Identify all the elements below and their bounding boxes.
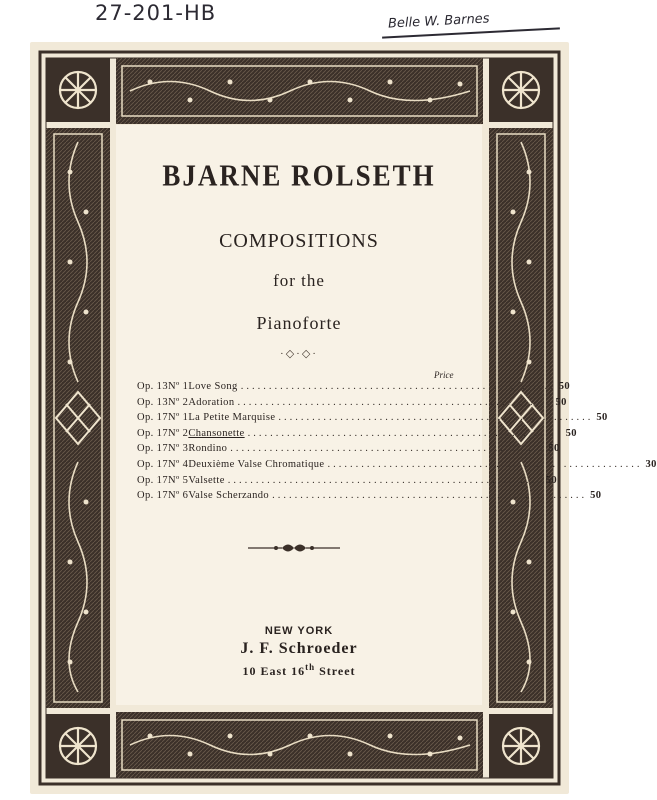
- list-item: [137, 427, 577, 444]
- catalog-number: 27-201-HB: [95, 1, 217, 25]
- work-title: Adoration: [188, 396, 235, 408]
- work-title: Deuxième Valse Chromatique: [188, 458, 325, 470]
- list-item: [137, 474, 558, 491]
- opus-label: Op. 17: [137, 490, 168, 502]
- dot-leader: ........................................................: [240, 381, 556, 392]
- owner-signature: Belle W. Barnes: [387, 11, 490, 32]
- dot-leader: ........................................................: [327, 458, 643, 470]
- number-label: Nº 4: [167, 458, 189, 470]
- publisher-address: [116, 662, 482, 679]
- list-item: [137, 458, 657, 475]
- list-item: [137, 490, 602, 506]
- number-label: Nº 3: [167, 443, 189, 455]
- opus-label: Op. 13: [137, 396, 168, 408]
- price: 30: [645, 458, 657, 470]
- instrument: Pianoforte: [256, 313, 342, 333]
- composer-name: BJARNE ROLSETH: [162, 157, 436, 193]
- price: 50: [548, 443, 560, 455]
- work-title: Chansonette: [188, 427, 245, 439]
- price: 50: [555, 396, 567, 408]
- price: 50: [565, 427, 577, 439]
- list-item: [137, 443, 560, 459]
- publisher-name: J. F. Schroeder: [240, 640, 358, 657]
- work-title: Valse Scherzando: [188, 490, 270, 502]
- list-item: [137, 412, 608, 428]
- scroll-ornament-icon: [246, 541, 342, 555]
- price: 50: [596, 412, 608, 424]
- opus-label: Op. 13: [137, 381, 168, 392]
- work-title: Rondino: [188, 443, 228, 455]
- heading: COMPOSITIONS: [219, 230, 379, 252]
- price: 50: [558, 381, 571, 392]
- dot-leader: ........................................................: [272, 490, 588, 502]
- number-label: Nº 5: [167, 474, 189, 486]
- work-title: Valsette: [188, 474, 225, 486]
- opus-label: Op. 17: [137, 458, 168, 470]
- number-label: Nº 6: [167, 490, 189, 502]
- number-label: Nº 1: [167, 381, 189, 392]
- price-header: Price: [434, 370, 454, 380]
- opus-label: Op. 17: [137, 443, 168, 455]
- works-list: [137, 381, 657, 506]
- dot-leader: ........................................................: [230, 443, 546, 455]
- number-label: Nº 2: [167, 396, 189, 408]
- opus-label: Op. 17: [137, 474, 168, 486]
- divider-ornament: ·◇·◇·: [280, 348, 318, 360]
- address-street: Street: [315, 664, 356, 678]
- opus-label: Op. 17: [137, 427, 168, 439]
- list-item: [137, 396, 567, 413]
- dot-leader: ........................................................: [227, 474, 543, 486]
- opus-label: Op. 17: [137, 412, 168, 424]
- list-item: [137, 381, 571, 397]
- number-label: Nº 2: [167, 427, 189, 439]
- dot-leader: ........................................................: [278, 412, 594, 424]
- work-title: La Petite Marquise: [188, 412, 276, 424]
- address-ordinal: th: [305, 662, 316, 672]
- price: 50: [590, 490, 602, 502]
- price: 50: [545, 474, 558, 486]
- publisher-city: NEW YORK: [264, 625, 334, 637]
- dot-leader: ........................................................: [237, 396, 553, 408]
- number-label: Nº 1: [167, 412, 189, 424]
- address-number: 10 East 16: [242, 664, 306, 678]
- dot-leader: ........................................................: [247, 427, 563, 439]
- work-title: Love Song: [188, 381, 238, 392]
- subheading: for the: [273, 271, 325, 290]
